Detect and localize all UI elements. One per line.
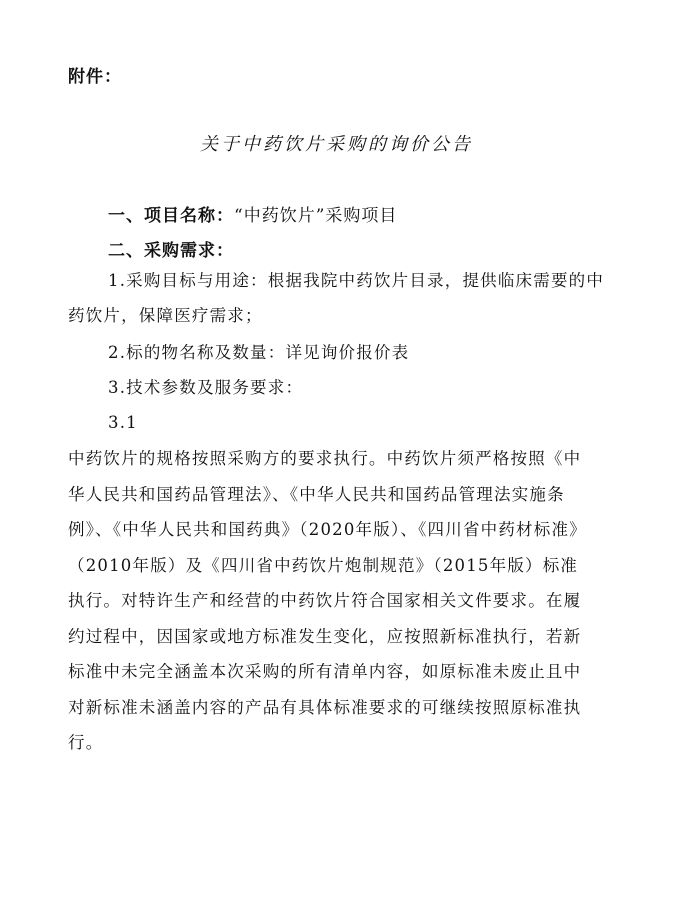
item-sub-number: 3.1 bbox=[108, 413, 138, 432]
item-tech: 3.技术参数及服务要求： bbox=[108, 378, 304, 397]
section-project-name bbox=[108, 201, 397, 226]
item-subject: 2.标的物名称及数量：详见询价报价表 bbox=[108, 343, 410, 362]
item-body-paragraph: 中药饮片的规格按照采购方的要求执行。中药饮片须严格按照《中华人民共和国药品管理法》、《中华人民共和国药品管理法实施条例》、《中华人民共和国药典》（2020年版）、《四川省中药材标准》（2010年版）及《四川省中药饮片炮制规范》（2015年版）标准执行。对特许生产和经营的中药饮片符合国家相关文件要求。在履约过程中，因国家或地方标准发生变化，应按照新标准执行，若新标准中未完全涵盖本次采购的所有清单内容，如原标准未废止且中对新标准未涵盖内容的产品有具体标准要求的可继续按照原标准执行。 bbox=[68, 449, 582, 752]
section-requirements-label: 二、采购需求： bbox=[108, 241, 234, 261]
section-project-name-value: “中药饮片”采购项目 bbox=[234, 206, 398, 226]
attachment-label: 附件： bbox=[68, 67, 122, 87]
item-purpose: 1.采购目标与用途：根据我院中药饮片目录，提供临床需要的中药饮片，保障医疗需求； bbox=[68, 271, 605, 325]
section-project-name-label: 一、项目名称： bbox=[108, 206, 234, 226]
document-title: 关于中药饮片采购的询价公告 bbox=[200, 134, 473, 155]
